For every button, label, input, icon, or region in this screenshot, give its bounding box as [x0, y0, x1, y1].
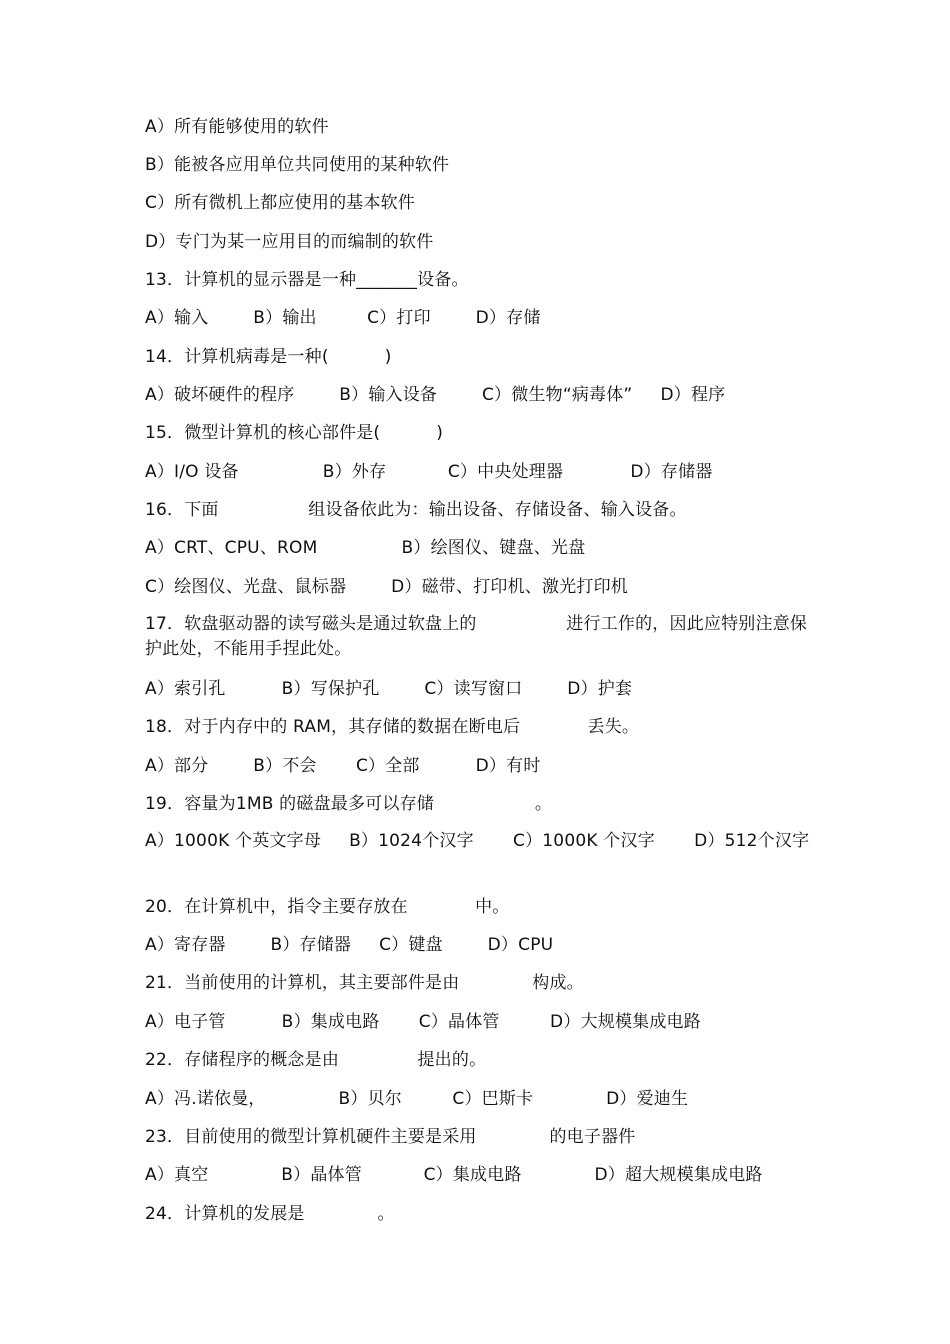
options-15: A）I/O 设备 B）外存 C）中央处理器 D）存储器: [145, 462, 713, 482]
option-line: A）所有能够使用的软件: [145, 117, 329, 137]
question-13: 13．计算机的显示器是一种_______设备。: [145, 270, 469, 290]
question-15: 15．微型计算机的核心部件是( ): [145, 423, 444, 443]
question-24: 24．计算机的发展是 。: [145, 1204, 395, 1224]
options-17: A）索引孔 B）写保护孔 C）读写窗口 D）护套: [145, 679, 633, 699]
question-19: 19．容量为1MB 的磁盘最多可以存储 。: [145, 794, 553, 814]
option-line: B）能被各应用单位共同使用的某种软件: [145, 155, 450, 175]
options-21: A）电子管 B）集成电路 C）晶体管 D）大规模集成电路: [145, 1012, 701, 1032]
options-20: A）寄存器 B）存储器 C）键盘 D）CPU: [145, 935, 554, 955]
question-21: 21．当前使用的计算机，其主要部件是由 构成。: [145, 973, 584, 993]
options-14: A）破坏硬件的程序 B）输入设备 C）微生物“病毒体” D）程序: [145, 385, 726, 405]
options-18: A）部分 B）不会 C）全部 D）有时: [145, 756, 541, 776]
question-18: 18．对于内存中的 RAM，其存储的数据在断电后 丢失。: [145, 717, 640, 737]
option-line: D）专门为某一应用目的而编制的软件: [145, 232, 434, 252]
option-line: C）所有微机上都应使用的基本软件: [145, 193, 416, 213]
question-23: 23．目前使用的微型计算机硬件主要是采用 的电子器件: [145, 1127, 636, 1147]
question-20: 20．在计算机中，指令主要存放在 中。: [145, 897, 510, 917]
options-19: A）1000K 个英文字母 B）1024个汉字 C）1000K 个汉字 D）512个汉字: [145, 831, 810, 851]
options-13: A）输入 B）输出 C）打印 D）存储: [145, 308, 541, 328]
question-14: 14．计算机病毒是一种( ): [145, 347, 392, 367]
options-22: A）冯.诺依曼， B）贝尔 C）巴斯卡 D）爱迪生: [145, 1089, 689, 1109]
options-23: A）真空 B）晶体管 C）集成电路 D）超大规模集成电路: [145, 1165, 763, 1185]
question-17: 17．软盘驱动器的读写磁头是通过软盘上的 进行工作的，因此应特别注意保护此处，不能用手捏此处。: [145, 614, 808, 659]
options-16-cd: C）绘图仪、光盘、鼠标器 D）磁带、打印机、激光打印机: [145, 577, 628, 597]
options-16-ab: A）CRT、CPU、ROM B）绘图仪、键盘、光盘: [145, 538, 586, 558]
question-16: 16．下面 组设备依此为：输出设备、存储设备、输入设备。: [145, 500, 687, 520]
question-22: 22．存储程序的概念是由 提出的。: [145, 1050, 487, 1070]
